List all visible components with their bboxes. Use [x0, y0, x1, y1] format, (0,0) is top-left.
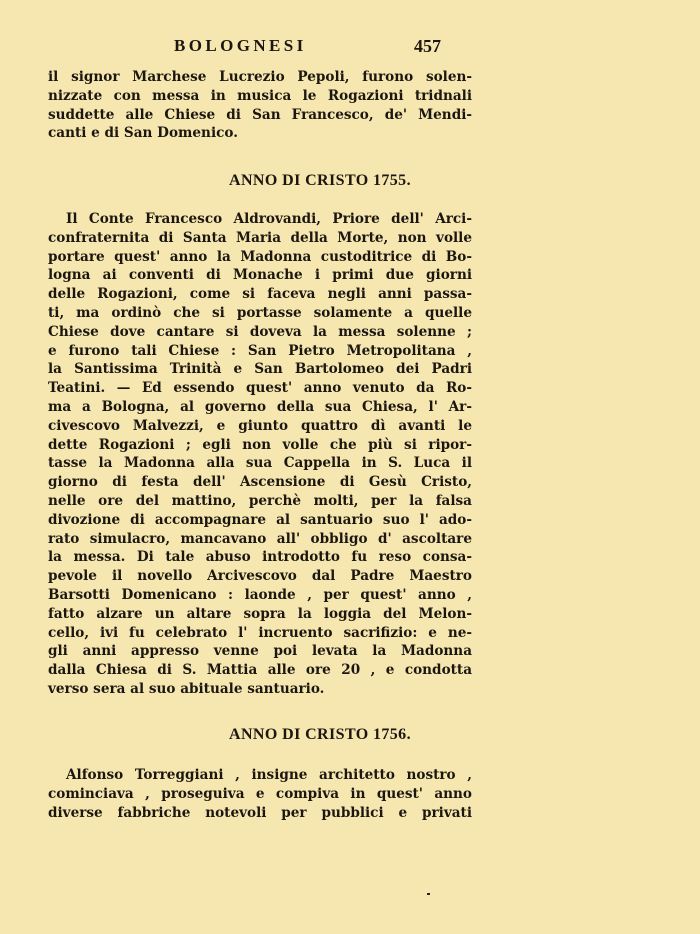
text-line: nelle ore del mattino, perchè molti, per la falsa [48, 492, 472, 509]
text-line: portare quest' anno la Madonna custoditrice di Bo- [48, 248, 472, 265]
text-line: Barsotti Domenicano : laonde , per quest' anno , [48, 586, 472, 603]
paragraph-continuation [48, 68, 472, 143]
running-head [0, 36, 700, 58]
text-line: dette Rogazioni ; egli non volle che più si ripor- [48, 436, 472, 453]
text-line: fatto alzare un altare sopra la loggia del Melon- [48, 605, 472, 622]
text-line: e furono tali Chiese : San Pietro Metropolitana , [48, 342, 472, 359]
heading-text: ANNO DI CRISTO 1756. [229, 726, 411, 743]
text-line: cello, ivi fu celebrato l' incruento sacrifizio: e ne- [48, 624, 472, 641]
text-line: nizzate con messa in musica le Rogazioni tridnali [48, 87, 472, 104]
text-line: la Santissima Trinità e San Bartolomeo dei Padri [48, 361, 472, 378]
text-line: rato simulacro, mancavano all' obbligo d' ascoltare [48, 530, 472, 547]
section-heading-1756 [0, 726, 700, 744]
text-line: delle Rogazioni, come si faceva negli anni passa- [48, 286, 472, 303]
heading-text: ANNO DI CRISTO 1755. [229, 172, 411, 189]
section-heading-1755 [0, 172, 700, 190]
text-line: dalla Chiesa di S. Mattia alle ore 20 , e condotta [48, 662, 472, 679]
text-line: verso sera al suo abituale santuario. [48, 680, 325, 697]
paragraph-1756 [48, 766, 472, 822]
text-line: il signor Marchese Lucrezio Pepoli, furono solen- [48, 69, 472, 85]
text-line: Teatini. — Ed essendo quest' anno venuto da Ro- [48, 380, 472, 397]
text-line: divozione di accompagnare al santuario suo l' ado- [48, 511, 472, 528]
text-line: ma a Bologna, al governo della sua Chiesa, l' Ar- [48, 398, 472, 415]
text-line: giorno di festa dell' Ascensione di Gesù Cristo, [48, 474, 472, 491]
running-title: BOLOGNESI [174, 36, 307, 55]
text-line: la messa. Di tale abuso introdotto fu reso consa- [48, 549, 472, 566]
text-line: logna ai conventi di Monache i primi due giorni [48, 267, 472, 284]
text-line: canti e di San Domenico. [48, 125, 238, 142]
text-line: confraternita di Santa Maria della Morte, non volle [48, 229, 472, 246]
text-line: ti, ma ordinò che si portasse solamente a quelle [48, 304, 472, 321]
text-line: civescovo Malvezzi, e giunto quattro dì avanti le [48, 417, 472, 434]
text-line: suddette alle Chiese di San Francesco, de' Mendi- [48, 106, 472, 123]
text-line: pevole il novello Arcivescovo dal Padre Maestro [48, 568, 472, 585]
page-number: 457 [414, 36, 441, 56]
text-line: diverse fabbriche notevoli per pubblici e privati [48, 804, 472, 821]
text-line: cominciava , proseguiva e compiva in quest' anno [48, 785, 472, 802]
text-line: Chiese dove cantare si doveva la messa solenne ; [48, 323, 472, 340]
ink-speck [427, 893, 430, 895]
text-line: gli anni appresso venne poi levata la Madonna [48, 643, 472, 660]
text-line: tasse la Madonna alla sua Cappella in S. Luca il [48, 455, 472, 472]
paragraph-1755 [48, 210, 472, 699]
text-line: Alfonso Torreggiani , insigne architetto nostro , [66, 767, 472, 783]
text-line: Il Conte Francesco Aldrovandi, Priore dell' Arci- [66, 211, 472, 227]
